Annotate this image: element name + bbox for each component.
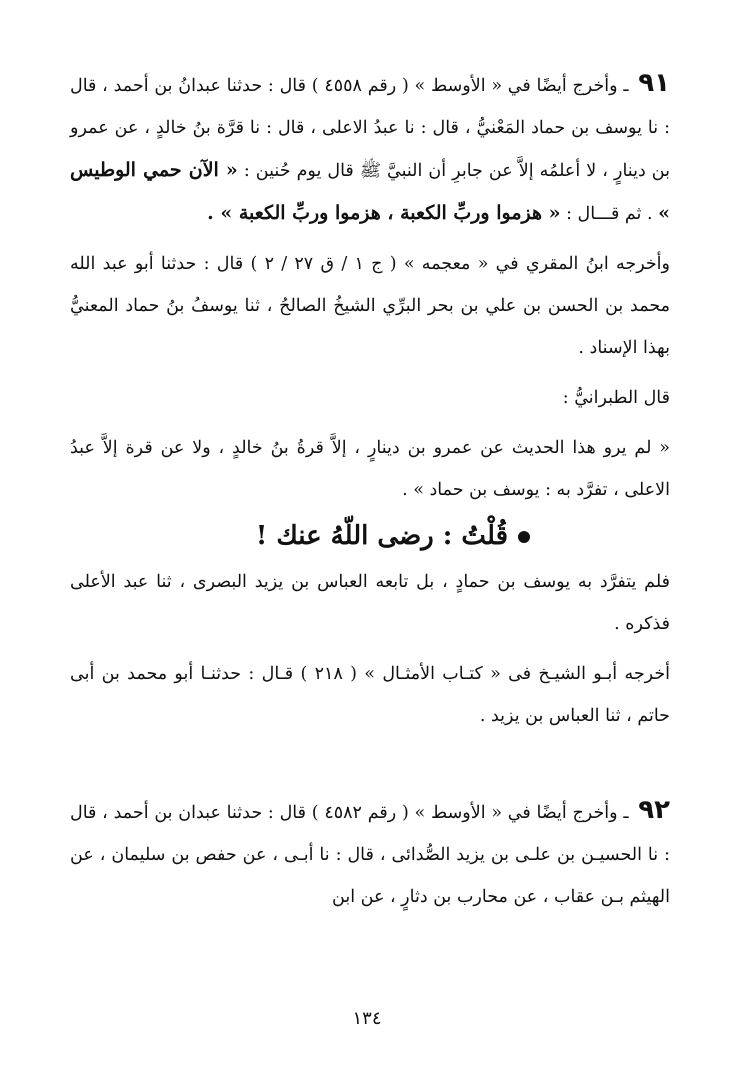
page-number: ١٣٤ (352, 1008, 382, 1029)
hadith-91-quote-2: « هزموا وربِّ الكعبة ، هزموا وربِّ الكعبة » . (207, 202, 561, 224)
qultu-heading (70, 511, 670, 561)
hadith-91-paragraph (70, 62, 670, 235)
hadith-91-quote-1: « الآن حمي الوطيس » (70, 159, 670, 224)
tabarani-heading: قال الطبرانيُّ : (562, 388, 670, 408)
hadith-number-92: ٩٢ (638, 795, 670, 825)
abushaykh-paragraph: أخرجه أبـو الشيـخ فى « كتـاب الأمثـال » ( ٢١٨ ) قـال : حدثنـا أبو محمد بن أبى حاتم ، ثنا العباس بن يزيد . (70, 664, 671, 726)
qultu-text: قُلْتُ : رضى اللّهُ عنك ! (255, 521, 508, 551)
hadith-91-text-b: . ثم قـــال : (566, 204, 653, 224)
hadith-number-91: ٩١ (638, 68, 670, 98)
hadith-92-paragraph (70, 789, 670, 918)
tafarrud-paragraph: فلم يتفرَّد به يوسف بن حمادٍ ، بل تابعه العباس بن يزيد البصرى ، ثنا عبد الأعلى فذكره . (70, 572, 670, 634)
hadith-92-text: ـ وأخرج أيضًا في « الأوسط » ( رقم ٤٥٨٢ ) قال : حدثنا عبدان بن أحمد ، قال : نا الحسيـن بن علـى بن يزيد الصُّدائى ، قال : نا أبـى ، عن حفص بن سليمان ، عن الهيثم بـن عقاب ، عن محارب بن دثارٍ ، عن ابن (70, 803, 670, 907)
bullet-dot-icon (518, 531, 530, 543)
tabarani-quote-paragraph: « لم يرو هذا الحديث عن عمرو بن دينارٍ ، إلاَّ قرةُ بنُ خالدٍ ، ولا عن قرة إلاَّ عبدُ الاعلى ، تفرَّد به : يوسف بن حماد » . (70, 438, 670, 500)
hadith-91-text-a: ـ وأخرج أيضًا في « الأوسط » ( رقم ٤٥٥٨ ) قال : حدثنا عبدانُ بن أحمد ، قال : نا يوسف بن حماد المَعْنيُّ ، قال : نا عبدُ الاعلى ، قال : نا قرَّة بنُ خالدٍ ، عن عمرو بن دينارٍ ، لا أعلمُه إلاَّ عن جابرِ أن النبيَّ ﷺ قال يوم حُنين : (70, 76, 670, 181)
muqri-paragraph: وأخرجه ابنُ المقري في « معجمه » ( ج ١ / ق ٢٧ / ٢ ) قال : حدثنا أبو عبد الله محمد بن الحسن بن علي بن بحر البرِّي الشيخُ الصالحُ ، ثنا يوسفُ بنُ حماد المعنيُّ بهذا الإسناد . (70, 254, 670, 358)
page-body (70, 62, 670, 1062)
